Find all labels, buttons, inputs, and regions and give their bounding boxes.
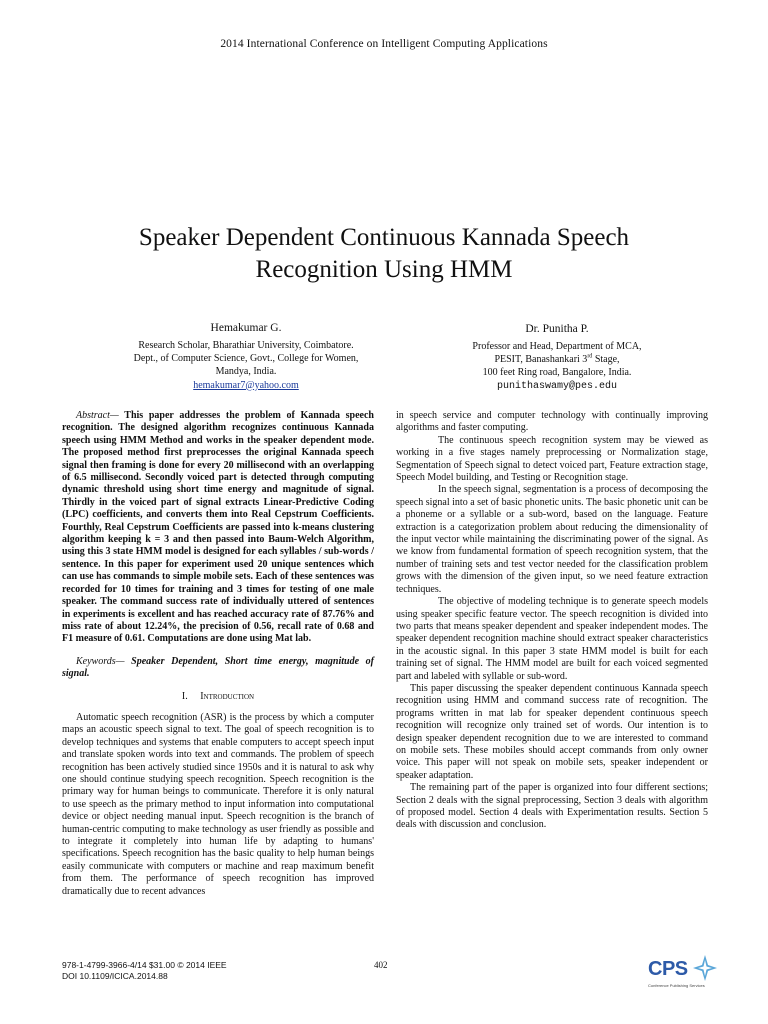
cps-logo-text: CPS [648, 958, 688, 980]
author-affiliation: Dept., of Computer Science, Govt., College for Women, [133, 353, 359, 365]
keywords [62, 656, 374, 681]
paper-title [60, 222, 708, 286]
keywords-lead: Keywords— [76, 655, 125, 667]
author-affiliation: Professor and Head, Department of MCA, [472, 341, 642, 352]
affiliation-text: Stage, [592, 354, 620, 366]
cps-star-icon [693, 955, 717, 981]
section-heading [62, 691, 374, 703]
body-paragraph: Automatic speech recognition (ASR) is the process by which a computer maps an acoustic speech signal to text. The goal of speech recognition is to develop techniques and systems that enable computers to accept speech input and translate spoken words into text and commands. The problem of speech recognition has been actively studied since 1950s and it is natural to ask why one should continue studying speech recognition. Speech recognition is the primary way for human beings to communicate. Therefore it is only natural to use speech as the primary method to input information into computational device or object needing manual input. Speech recognition is the branch of human-centric computing to make technology as user friendly as possible and to integrate it completely into human life by adapting to humans' specifications. Speech recognition has the basic quality to help human beings easily communicate with computers or machine and reap maximum benefit from them. The performance of speech recognition has improved dramatically due to recent advances [62, 711, 374, 897]
body-paragraph: The remaining part of the paper is organized into four different sections; Section 2 deals with the signal preprocessing, Section 3 deals with algorithm of proposed model. Section 4 deals with Experimentation results. Section 5 deals with discussion and conclusion. [396, 782, 708, 831]
author-affiliation: Mandya, India. [215, 366, 277, 378]
abstract [62, 410, 374, 646]
author-email: punithaswamy@pes.edu [496, 380, 618, 392]
author-block-1 [86, 320, 406, 392]
affiliation-text: PESIT, Banashankari 3 [494, 354, 588, 366]
body-paragraph: This paper discussing the speaker dependent continuous Kannada speech recognition using HMM and command success rate of recognition. The programs written in mat lab for speaker dependent continuous speech recognition will recognize only trained set of words. Our intention is to design speaker dependent recognition due to we are interested to command on mobile sets. These mobiles should accept commands from only owner voice. This paper will not speak on mobile sets, speaker independent or speaker adaptation. [396, 682, 708, 781]
page-number: 402 [374, 960, 388, 970]
author-affiliation: 100 feet Ring road, Bangalore, India. [482, 367, 632, 379]
section-title: Introduction [200, 690, 255, 702]
isbn-line: 978-1-4799-3966-4/14 $31.00 © 2014 IEEE [62, 960, 227, 970]
body-paragraph: The continuous speech recognition system may be viewed as working in a five stages namely preprocessing or Normalization stage, Segmentation of Speech signal to detect voiced part, Feature extraction stage, Speech Model building, and Testing or Recognition stage. [396, 434, 708, 484]
title-line-1: Speaker Dependent Continuous Kannada Speech [138, 224, 630, 251]
abstract-text: This paper addresses the problem of Kannada speech recognition. The designed algorithm recognizes continuous Kannada speech using HMM Method and works in the speaker dependent mode. The proposed method first preprocesses the original Kannada speech signal then framing is done for every 20 millisecond with an overlapping of 6.5 millisecond. Secondly voiced part is detected through computing dynamic threshold using short time energy and magnitude of signal. Thirdly in the voiced part of signal extracts Linear-Predictive Coding (LPC) coefficients, and converts them into Real Cepstrum Coefficients. Fourthly, Real Cepstrum Coefficients are passed into k-means clustering algorithm keeping k = 3 and then passed into Baum-Welch Algorithm, using this 3 state HMM model is designed for each syllables / sub-words / sentence. In this paper for experiment used 20 unique sentences which can use has commands to simple mobile sets. Each of these sentences was recorded for 10 times for training and 3 times for testing of one male speaker. The command success rate of individually uttered of sentences in experiments is excellent and has reached accuracy rate of 87.76% and miss rate of about 12.24%, the precision of 0.56, recall rate of 0.68 and F1 measure of 0.61. Computations are done using Mat lab. [62, 410, 374, 645]
author-name: Dr. Punitha P. [525, 323, 589, 335]
ordinal-superscript: rd [587, 353, 593, 360]
author-affiliation: Research Scholar, Bharathiar University, Coimbatore. [138, 340, 354, 351]
conference-header: 2014 International Conference on Intelligent Computing Applications [220, 38, 548, 50]
cps-logo [648, 955, 716, 995]
author-affiliation [397, 353, 717, 366]
section-number: I. [181, 690, 188, 702]
cps-logo-subtitle: Conference Publishing Services [648, 983, 705, 988]
author-name: Hemakumar G. [210, 322, 282, 334]
right-column [396, 410, 708, 832]
body-paragraph: in speech service and computer technology with continually improving algorithms and faster computing. [396, 410, 708, 434]
abstract-lead: Abstract— [76, 410, 119, 421]
author-block-2 [397, 321, 717, 393]
left-column [62, 410, 374, 898]
title-line-2: Recognition Using HMM [255, 256, 513, 283]
body-paragraph: The objective of modeling technique is to generate speech models using speaker specific feature vector. The speech recognition is divided into two parts that means speaker dependent and speaker independent modes. The speaker dependent recognition machine should extract speaker characteristics in the acoustic signal. In this paper 3 state HMM model is built for each training set of signal. The HMM model are built for each voiced segmented part and labeled with syllable or sub-word. [396, 596, 708, 682]
footer-copyright [62, 960, 227, 982]
body-paragraph: In the speech signal, segmentation is a process of decomposing the speech signal into a set of basic phonetic units. The basic phonetic unit can be a phoneme or a syllable or a sub-word, based on the language. Feature extraction is a categorization problem about reducing the dimensionality of the input vector while maintaining the discriminating power of the signal. As we know from fundamental formation of speech recognition system, that the number of training sets and test vector needed for the classification problem grows with the dimension of the given input, so we need feature extraction techniques. [396, 484, 708, 595]
author-email-link[interactable]: hemakumar7@yahoo.com [193, 379, 299, 391]
doi-line: DOI 10.1109/ICICA.2014.88 [62, 971, 168, 981]
keywords-text: Speaker Dependent, Short time energy, magnitude of signal. [62, 655, 374, 680]
